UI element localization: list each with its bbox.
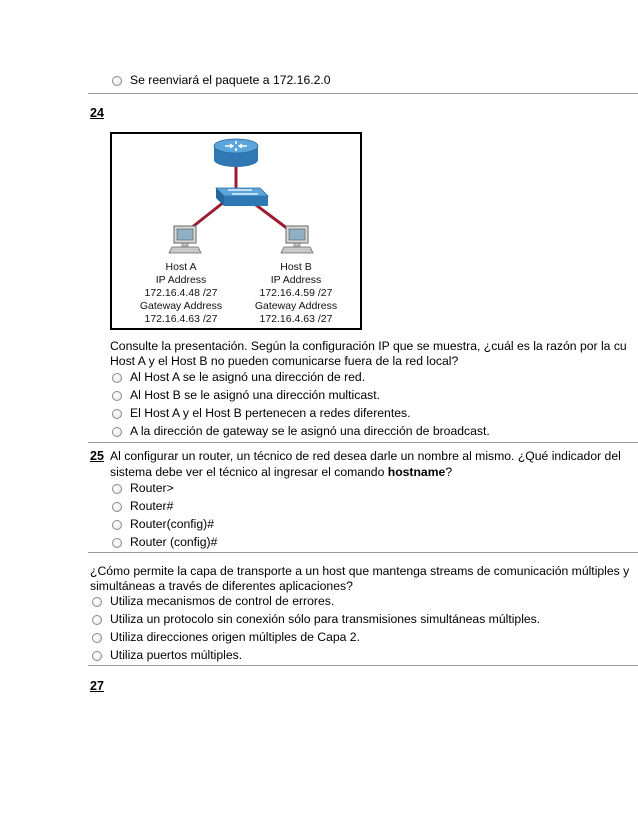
option-label: Utiliza direcciones origen múltiples de Capa 2.	[110, 630, 360, 644]
host-a-gw: 172.16.4.63 /27	[144, 313, 218, 325]
option-label: Al Host B se le asignó una dirección multicast.	[130, 388, 380, 402]
host-a-name: Host A	[165, 261, 197, 273]
option-label: Router (config)#	[130, 535, 218, 549]
topology-svg	[112, 134, 360, 328]
radio-button[interactable]	[112, 520, 122, 530]
option-label: Router#	[130, 499, 174, 513]
host-a-ip: 172.16.4.48 /27	[144, 287, 218, 299]
divider	[88, 93, 638, 94]
option-label: El Host A y el Host B pertenecen a redes diferentes.	[130, 406, 411, 420]
question-number: 25	[90, 449, 104, 463]
question-text-segment: ?	[445, 465, 453, 479]
host-a-pc-icon	[169, 226, 201, 253]
command-keyword: hostname	[387, 465, 446, 479]
radio-button[interactable]	[92, 615, 102, 625]
radio-button[interactable]	[112, 484, 122, 494]
host-b-pc-icon	[281, 226, 313, 253]
host-a-gw-label: Gateway Address	[139, 300, 223, 312]
option-label: Al Host A se le asignó una dirección de red.	[130, 370, 366, 384]
question-text-line: ¿Cómo permite la capa de transporte a un host que mantenga streams de comunicación múltiples y	[90, 564, 630, 578]
radio-button[interactable]	[112, 538, 122, 548]
option-label: Router(config)#	[130, 517, 214, 531]
radio-button[interactable]	[112, 502, 122, 512]
radio-button[interactable]	[112, 373, 122, 383]
host-b-ip: 172.16.4.59 /27	[259, 287, 333, 299]
radio-button[interactable]	[112, 409, 122, 419]
switch-icon	[216, 188, 268, 206]
question-text-line: Consulte la presentación. Según la configuración IP que se muestra, ¿cuál es la razón por la cu	[110, 339, 627, 353]
radio-button[interactable]	[112, 427, 122, 437]
divider	[88, 665, 638, 666]
radio-button[interactable]	[92, 651, 102, 661]
option-label: Router>	[130, 481, 174, 495]
radio-button[interactable]	[112, 391, 122, 401]
option-label: Se reenviará el paquete a 172.16.2.0	[130, 73, 331, 87]
divider	[88, 442, 638, 443]
host-b-gw: 172.16.4.63 /27	[259, 313, 333, 325]
network-diagram	[110, 132, 362, 330]
question-number: 24	[90, 106, 104, 120]
host-b-name: Host B	[280, 261, 312, 273]
option-label: A la dirección de gateway se le asignó una dirección de broadcast.	[130, 424, 490, 438]
host-b-ip-label: IP Address	[270, 274, 322, 286]
option-label: Utiliza un protocolo sin conexión sólo para transmisiones simultáneas múltiples.	[110, 612, 541, 626]
host-a-ip-label: IP Address	[155, 274, 207, 286]
radio-button[interactable]	[92, 597, 102, 607]
question-number: 27	[90, 679, 104, 693]
question-text-line: simultáneas a través de diferentes aplicaciones?	[90, 579, 353, 593]
question-text-line: Host A y el Host B no pueden comunicarse fuera de la red local?	[110, 354, 459, 368]
question-text-line: Al configurar un router, un técnico de red desea darle un nombre al mismo. ¿Qué indicador del	[110, 449, 621, 463]
question-text-segment: sistema debe ver el técnico al ingresar el comando	[110, 465, 388, 479]
divider	[88, 552, 638, 553]
option-label: Utiliza mecanismos de control de errores.	[110, 594, 335, 608]
router-icon	[214, 139, 258, 167]
option-label: Utiliza puertos múltiples.	[110, 648, 243, 662]
question-text-line	[110, 465, 452, 479]
host-b-gw-label: Gateway Address	[254, 300, 338, 312]
radio-button[interactable]	[112, 76, 122, 86]
radio-button[interactable]	[92, 633, 102, 643]
